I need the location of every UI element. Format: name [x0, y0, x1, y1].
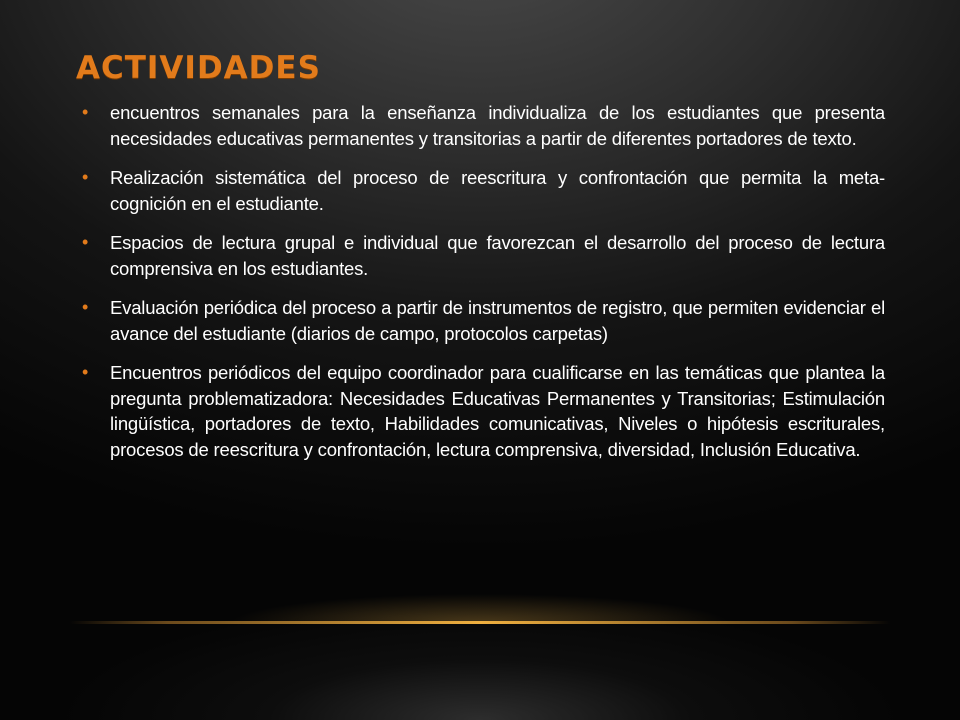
- bullet-dot-icon: •: [82, 232, 89, 252]
- bullet-item: [82, 230, 885, 281]
- bullet-dot-icon: •: [82, 167, 89, 187]
- floor-line: [70, 621, 890, 624]
- bullet-item: [82, 295, 885, 346]
- bullet-dot-icon: •: [82, 362, 89, 382]
- bullet-item: [82, 100, 885, 151]
- bullet-item: [82, 360, 885, 462]
- bullet-text: encuentros semanales para la enseñanza individualiza de los estudiantes que presenta necesidades educativas permanentes y transitorias a partir de diferentes portadores de texto.: [110, 102, 885, 149]
- bullet-list: [82, 100, 885, 476]
- bullet-text: Evaluación periódica del proceso a partir de instrumentos de registro, que permiten evidenciar el avance del estudiante (diarios de campo, protocolos carpetas): [110, 297, 885, 344]
- bullet-dot-icon: •: [82, 102, 89, 122]
- slide-title: ACTIVIDADES: [76, 50, 321, 86]
- bullet-text: Espacios de lectura grupal e individual que favorezcan el desarrollo del proceso de lectura comprensiva en los estudiantes.: [110, 232, 885, 279]
- bullet-text: Encuentros periódicos del equipo coordinador para cualificarse en las temáticas que plantea la pregunta problematizadora: Necesidades Educativas Permanentes y Transitorias; Estimulación lingüística, portadores de texto, Habilidades comunicativas, Niveles o hipótesis escriturales, procesos de reescritura y confrontación, lectura comprensiva, diversidad, Inclusión Educativa.: [110, 362, 885, 460]
- bullet-text: Realización sistemática del proceso de reescritura y confrontación que permita la meta-cognición en el estudiante.: [110, 167, 885, 214]
- bullet-item: [82, 165, 885, 216]
- floor-line-glow: [230, 590, 730, 624]
- bullet-dot-icon: •: [82, 297, 89, 317]
